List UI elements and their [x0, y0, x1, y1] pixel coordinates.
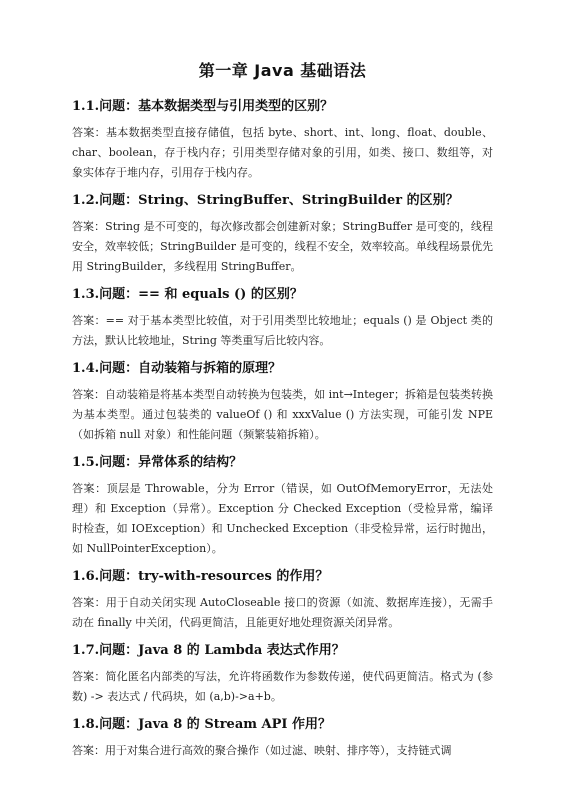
question-heading: 1.3.问题：== 和 equals () 的区别？	[72, 287, 303, 302]
qa-item-7	[72, 641, 493, 707]
question-heading: 1.4.问题：自动装箱与拆箱的原理？	[72, 361, 282, 376]
answer-paragraph: 答案：自动装箱是将基本类型自动转换为包装类，如 int→Integer；拆箱是包装类转换为基本类型。通过包装类的 valueOf () 和 xxxValue () 方法实现，可能引发 NPE（如拆箱 null 对象）和性能问题（频繁装箱拆箱）。	[72, 388, 493, 441]
answer-paragraph: 答案：== 对于基本类型比较值，对于引用类型比较地址；equals () 是 Object 类的方法，默认比较地址，String 等类重写后比较内容。	[72, 314, 493, 347]
question-heading: 1.8.问题：Java 8 的 Stream API 作用？	[72, 717, 332, 732]
qa-item-2	[72, 191, 493, 277]
answer-paragraph: 答案：顶层是 Throwable，分为 Error（错误，如 OutOfMemoryError，无法处理）和 Exception（异常）。Exception 分 Checked Exception（受检异常，编译时检查，如 IOException）和 Unchecked Exception（非受检异常，运行时抛出，如 NullPointerException）。	[72, 482, 493, 555]
qa-item-8	[72, 715, 493, 761]
answer-paragraph: 答案：基本数据类型直接存储值，包括 byte、short、int、long、float、double、char、boolean，存于栈内存；引用类型存储对象的引用，如类、接口、数组等，对象实体存于堆内存，引用存于栈内存。	[72, 126, 493, 179]
answer-paragraph: 答案：简化匿名内部类的写法，允许将函数作为参数传递，使代码更简洁。格式为 (参数) -> 表达式 / 代码块，如 (a,b)->a+b。	[72, 670, 493, 703]
answer-paragraph: 答案：String 是不可变的，每次修改都会创建新对象；StringBuffer 是可变的，线程安全，效率较低；StringBuilder 是可变的，线程不安全，效率较高。单线程场景优先用 StringBuilder，多线程用 StringBuffer。	[72, 220, 493, 273]
qa-item-5	[72, 453, 493, 559]
question-heading: 1.1.问题：基本数据类型与引用类型的区别？	[72, 99, 334, 114]
qa-item-1	[72, 97, 493, 183]
question-heading: 1.7.问题：Java 8 的 Lambda 表达式作用？	[72, 643, 345, 658]
answer-paragraph: 答案：用于对集合进行高效的聚合操作（如过滤、映射、排序等），支持链式调	[72, 744, 452, 757]
qa-item-4	[72, 359, 493, 445]
chapter-title: 第一章 Java 基础语法	[198, 61, 367, 80]
question-heading: 1.2.问题：String、StringBuffer、StringBuilder 的区别？	[72, 193, 459, 208]
qa-item-3	[72, 285, 493, 351]
answer-paragraph: 答案：用于自动关闭实现 AutoCloseable 接口的资源（如流、数据库连接），无需手动在 finally 中关闭，代码更简洁，且能更好地处理资源关闭异常。	[72, 596, 493, 629]
qa-item-6	[72, 567, 493, 633]
question-heading: 1.5.问题：异常体系的结构？	[72, 455, 243, 470]
question-heading: 1.6.问题：try-with-resources 的作用？	[72, 569, 329, 584]
